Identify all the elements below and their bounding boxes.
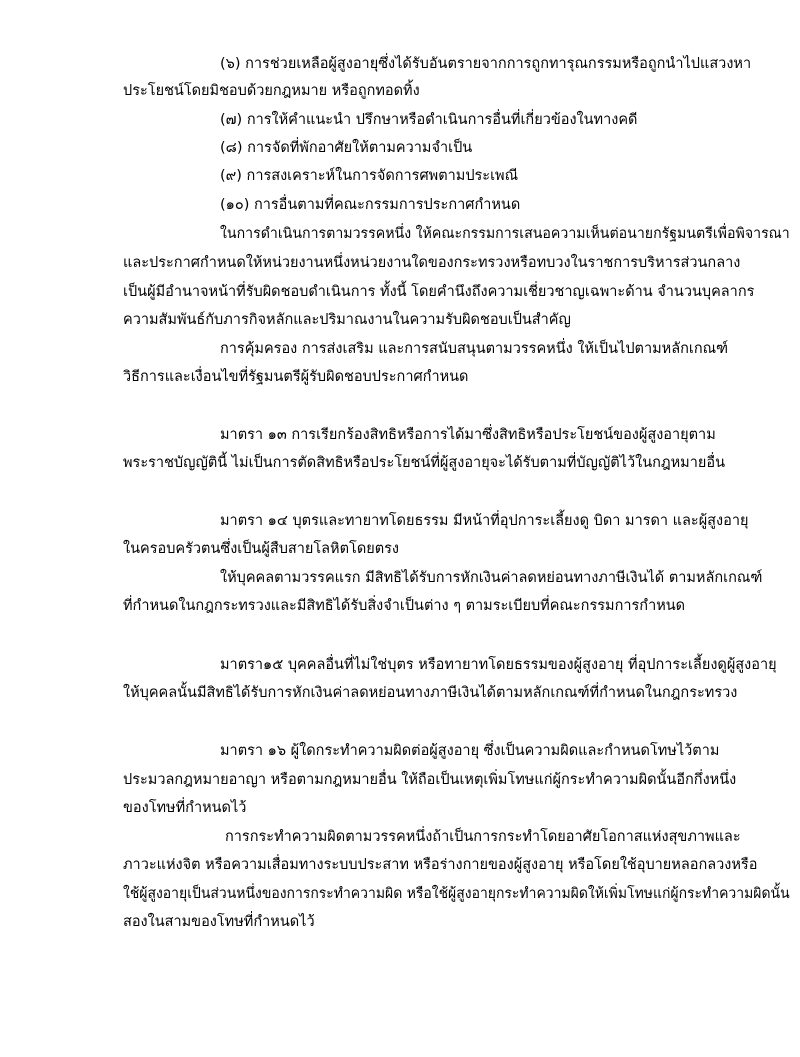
text-line: ความสัมพันธ์กับภารกิจหลักและปริมาณงานในความรับผิดชอบเป็นสำคัญ	[123, 312, 571, 328]
text-line: (๖) การช่วยเหลือผู้สูงอายุซึ่งได้รับอันตรายจากการถูกทารุณกรรมหรือถูกนำไปแสวงหา	[220, 56, 752, 72]
text-line: ใช้ผู้สูงอายุเป็นส่วนหนึ่งของการกระทำความผิด หรือใช้ผู้สูงอายุกระทำความผิดให้เพิ่มโทษแก่ผู้กระทำความผิดนั้น	[123, 886, 790, 902]
text-line: การกระทำความผิดตามวรรคหนึ่งถ้าเป็นการกระทำโดยอาศัยโอกาสแห่งสุขภาพและ	[225, 829, 741, 845]
text-line: มาตรา๑๕ บุคคลอื่นที่ไม่ใช่บุตร หรือทายาทโดยธรรมของผู้สูงอายุ ที่อุปการะเลี้ยงดูผู้สูงอายุ	[220, 657, 777, 673]
text-line: สองในสามของโทษที่กำหนดไว้	[123, 914, 315, 930]
text-line: พระราชบัญญัตินี้ ไม่เป็นการตัดสิทธิหรือประโยชน์ที่ผู้สูงอายุจะได้รับตามที่บัญญัติไว้ในกฎหมายอื่น	[123, 455, 725, 471]
text-line: ภาวะแห่งจิต หรือความเสื่อมทางระบบประสาท หรือร่างกายของผู้สูงอายุ หรือโดยใช้อุบายหลอกลวงหรือ	[123, 857, 758, 873]
text-line: ในการดำเนินการตามวรรคหนึ่ง ให้คณะกรรมการเสนอความเห็นต่อนายกรัฐมนตรีเพื่อพิจารณา	[220, 226, 790, 242]
text-line: มาตรา ๑๔ บุตรและทายาทโดยธรรม มีหน้าที่อุปการะเลี้ยงดู บิดา มารดา และผู้สูงอายุ	[220, 513, 749, 529]
text-line: เป็นผู้มีอำนาจหน้าที่รับผิดชอบดำเนินการ ทั้งนี้ โดยคำนึงถึงความเชี่ยวชาญเฉพาะด้าน จำนวนบุคลากร	[123, 284, 755, 300]
text-line: และประกาศกำหนดให้หน่วยงานหนึ่งหน่วยงานใดของกระทรวงหรือทบวงในราชการบริหารส่วนกลาง	[123, 255, 741, 271]
text-line: ให้บุคคลตามวรรคแรก มีสิทธิได้รับการหักเงินค่าลดหย่อนทางภาษีเงินได้ ตามหลักเกณฑ์	[220, 570, 763, 586]
text-line: ของโทษที่กำหนดไว้	[123, 800, 247, 816]
text-line: มาตรา ๑๓ การเรียกร้องสิทธิหรือการได้มาซึ่งสิทธิหรือประโยชน์ของผู้สูงอายุตาม	[220, 427, 716, 443]
text-line: ให้บุคคลนั้นมีสิทธิได้รับการหักเงินค่าลดหย่อนทางภาษีเงินได้ตามหลักเกณฑ์ที่กำหนดในกฎกระทรวง	[123, 685, 738, 701]
text-line: (๑๐) การอื่นตามที่คณะกรรมการประกาศกำหนด	[220, 197, 521, 213]
text-line: ประโยชน์โดยมิชอบด้วยกฎหมาย หรือถูกทอดทิ้ง	[123, 83, 420, 99]
text-line: การคุ้มครอง การส่งเสริม และการสนับสนุนตามวรรคหนึ่ง ให้เป็นไปตามหลักเกณฑ์	[220, 341, 729, 357]
text-line: (๘) การจัดที่พักอาศัยให้ตามความจำเป็น	[220, 140, 473, 156]
text-line: (๙) การสงเคราะห์ในการจัดการศพตามประเพณี	[220, 168, 519, 184]
text-line: ประมวลกฎหมายอาญา หรือตามกฎหมายอื่น ให้ถือเป็นเหตุเพิ่มโทษแก่ผู้กระทำความผิดนั้นอีกกึ่งหนึ่ง	[123, 772, 737, 788]
text-line: มาตรา ๑๖ ผู้ใดกระทำความผิดต่อผู้สูงอายุ ซึ่งเป็นความผิดและกำหนดโทษไว้ตาม	[220, 743, 720, 759]
text-line: ที่กำหนดในกฎกระทรวงและมีสิทธิได้รับสิ่งจำเป็นต่าง ๆ ตามระเบียบที่คณะกรรมการกำหนด	[123, 598, 686, 614]
text-line: (๗) การให้คำแนะนำ ปรึกษาหรือดำเนินการอื่นที่เกี่ยวข้องในทางคดี	[220, 112, 638, 128]
text-line: ในครอบครัวตนซึ่งเป็นผู้สืบสายโลหิตโดยตรง	[123, 541, 400, 557]
text-line: วิธีการและเงื่อนไขที่รัฐมนตรีผู้รับผิดชอบประกาศกำหนด	[123, 369, 469, 385]
